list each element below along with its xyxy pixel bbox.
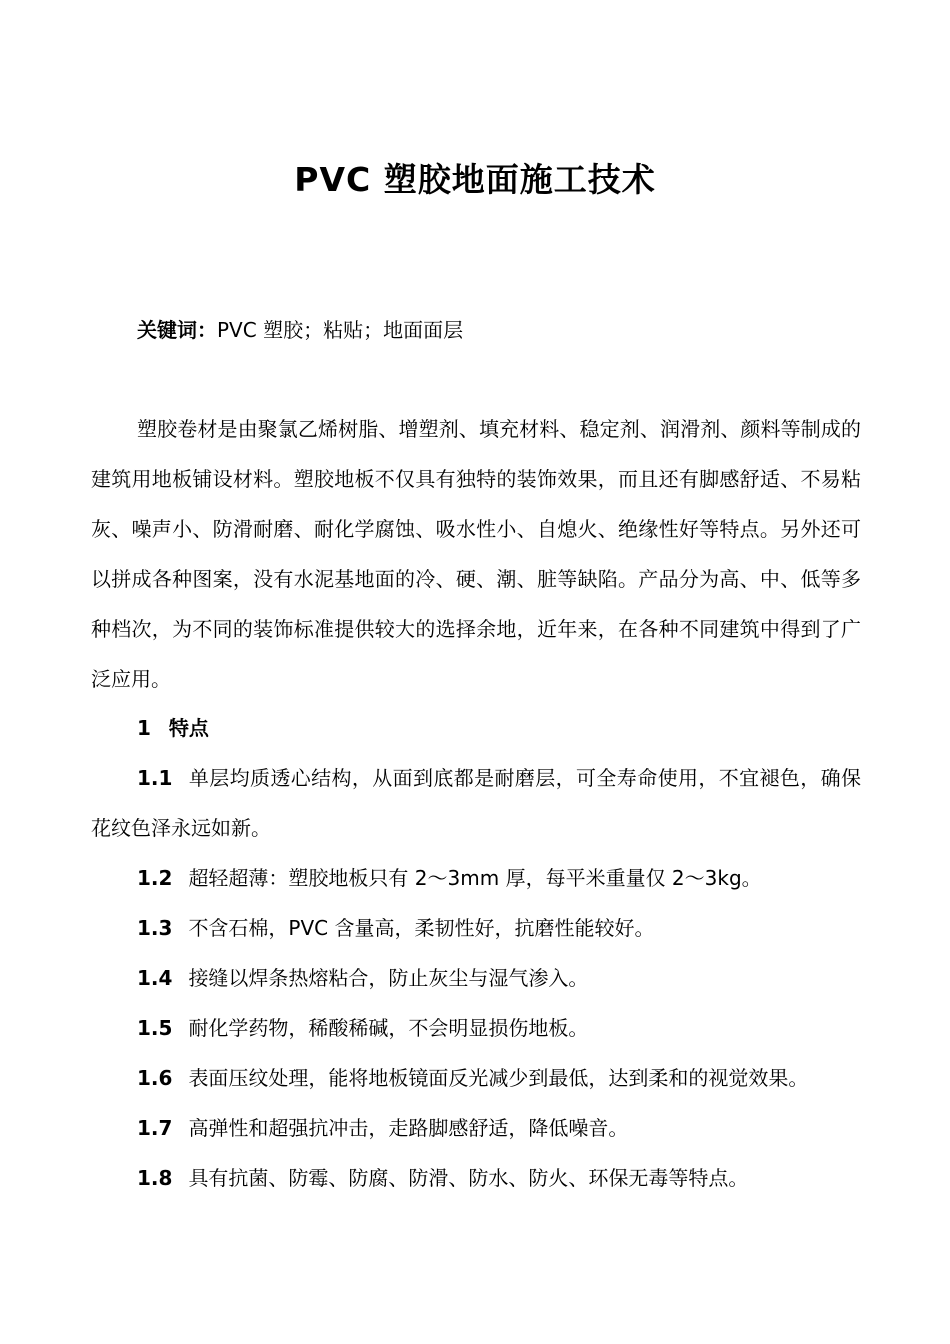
item-text: 耐化学药物，稀酸稀碱，不会明显损伤地板。	[188, 1015, 589, 1040]
item-number: 1.1	[137, 766, 173, 791]
item-number: 1.3	[137, 916, 173, 941]
document-body	[91, 405, 861, 1204]
list-item	[91, 1054, 861, 1104]
section-heading	[91, 704, 861, 754]
item-number: 1.7	[137, 1115, 173, 1140]
item-number: 1.2	[137, 866, 173, 891]
item-text: 具有抗菌、防霉、防腐、防滑、防水、防火、环保无毒等特点。	[188, 1165, 749, 1190]
section-title: 特点	[168, 716, 209, 741]
intro-paragraph: 塑胶卷材是由聚氯乙烯树脂、增塑剂、填充材料、稳定剂、润滑剂、颜料等制成的建筑用地板铺设材料。塑胶地板不仅具有独特的装饰效果，而且还有脚感舒适、不易粘灰、噪声小、防滑耐磨、耐化学腐蚀、吸水性小、自熄火、绝缘性好等特点。另外还可以拼成各种图案，没有水泥基地面的冷、硬、潮、脏等缺陷。产品分为高、中、低等多种档次，为不同的装饰标准提供较大的选择余地，近年来，在各种不同建筑中得到了广泛应用。	[91, 417, 861, 691]
keywords-label: 关键词：	[137, 318, 217, 342]
keywords-value: PVC 塑胶；粘贴；地面面层	[217, 318, 464, 342]
list-item	[91, 754, 861, 854]
item-number: 1.5	[137, 1015, 173, 1040]
item-text: 表面压纹处理，能将地板镜面反光减少到最低，达到柔和的视觉效果。	[188, 1065, 809, 1090]
list-item	[91, 954, 861, 1004]
list-item	[91, 1154, 861, 1204]
list-item	[91, 1004, 861, 1054]
keywords-line	[137, 312, 463, 348]
list-item	[91, 854, 861, 904]
item-text: 不含石棉，PVC 含量高，柔韧性好，抗磨性能较好。	[188, 916, 655, 941]
item-number: 1.6	[137, 1065, 173, 1090]
item-text: 单层均质透心结构，从面到底都是耐磨层，可全寿命使用，不宜褪色，确保花纹色泽永远如新。	[91, 766, 861, 841]
item-text: 超轻超薄：塑胶地板只有 2～3mm 厚，每平米重量仅 2～3kg。	[188, 866, 762, 891]
document-title: PVC 塑胶地面施工技术	[294, 160, 656, 199]
section-number: 1	[137, 716, 151, 741]
list-item	[91, 1104, 861, 1154]
item-text: 高弹性和超强抗冲击，走路脚感舒适，降低噪音。	[188, 1115, 629, 1140]
item-text: 接缝以焊条热熔粘合，防止灰尘与湿气渗入。	[188, 965, 589, 990]
item-number: 1.8	[137, 1165, 173, 1190]
item-number: 1.4	[137, 965, 173, 990]
list-item	[91, 904, 861, 954]
